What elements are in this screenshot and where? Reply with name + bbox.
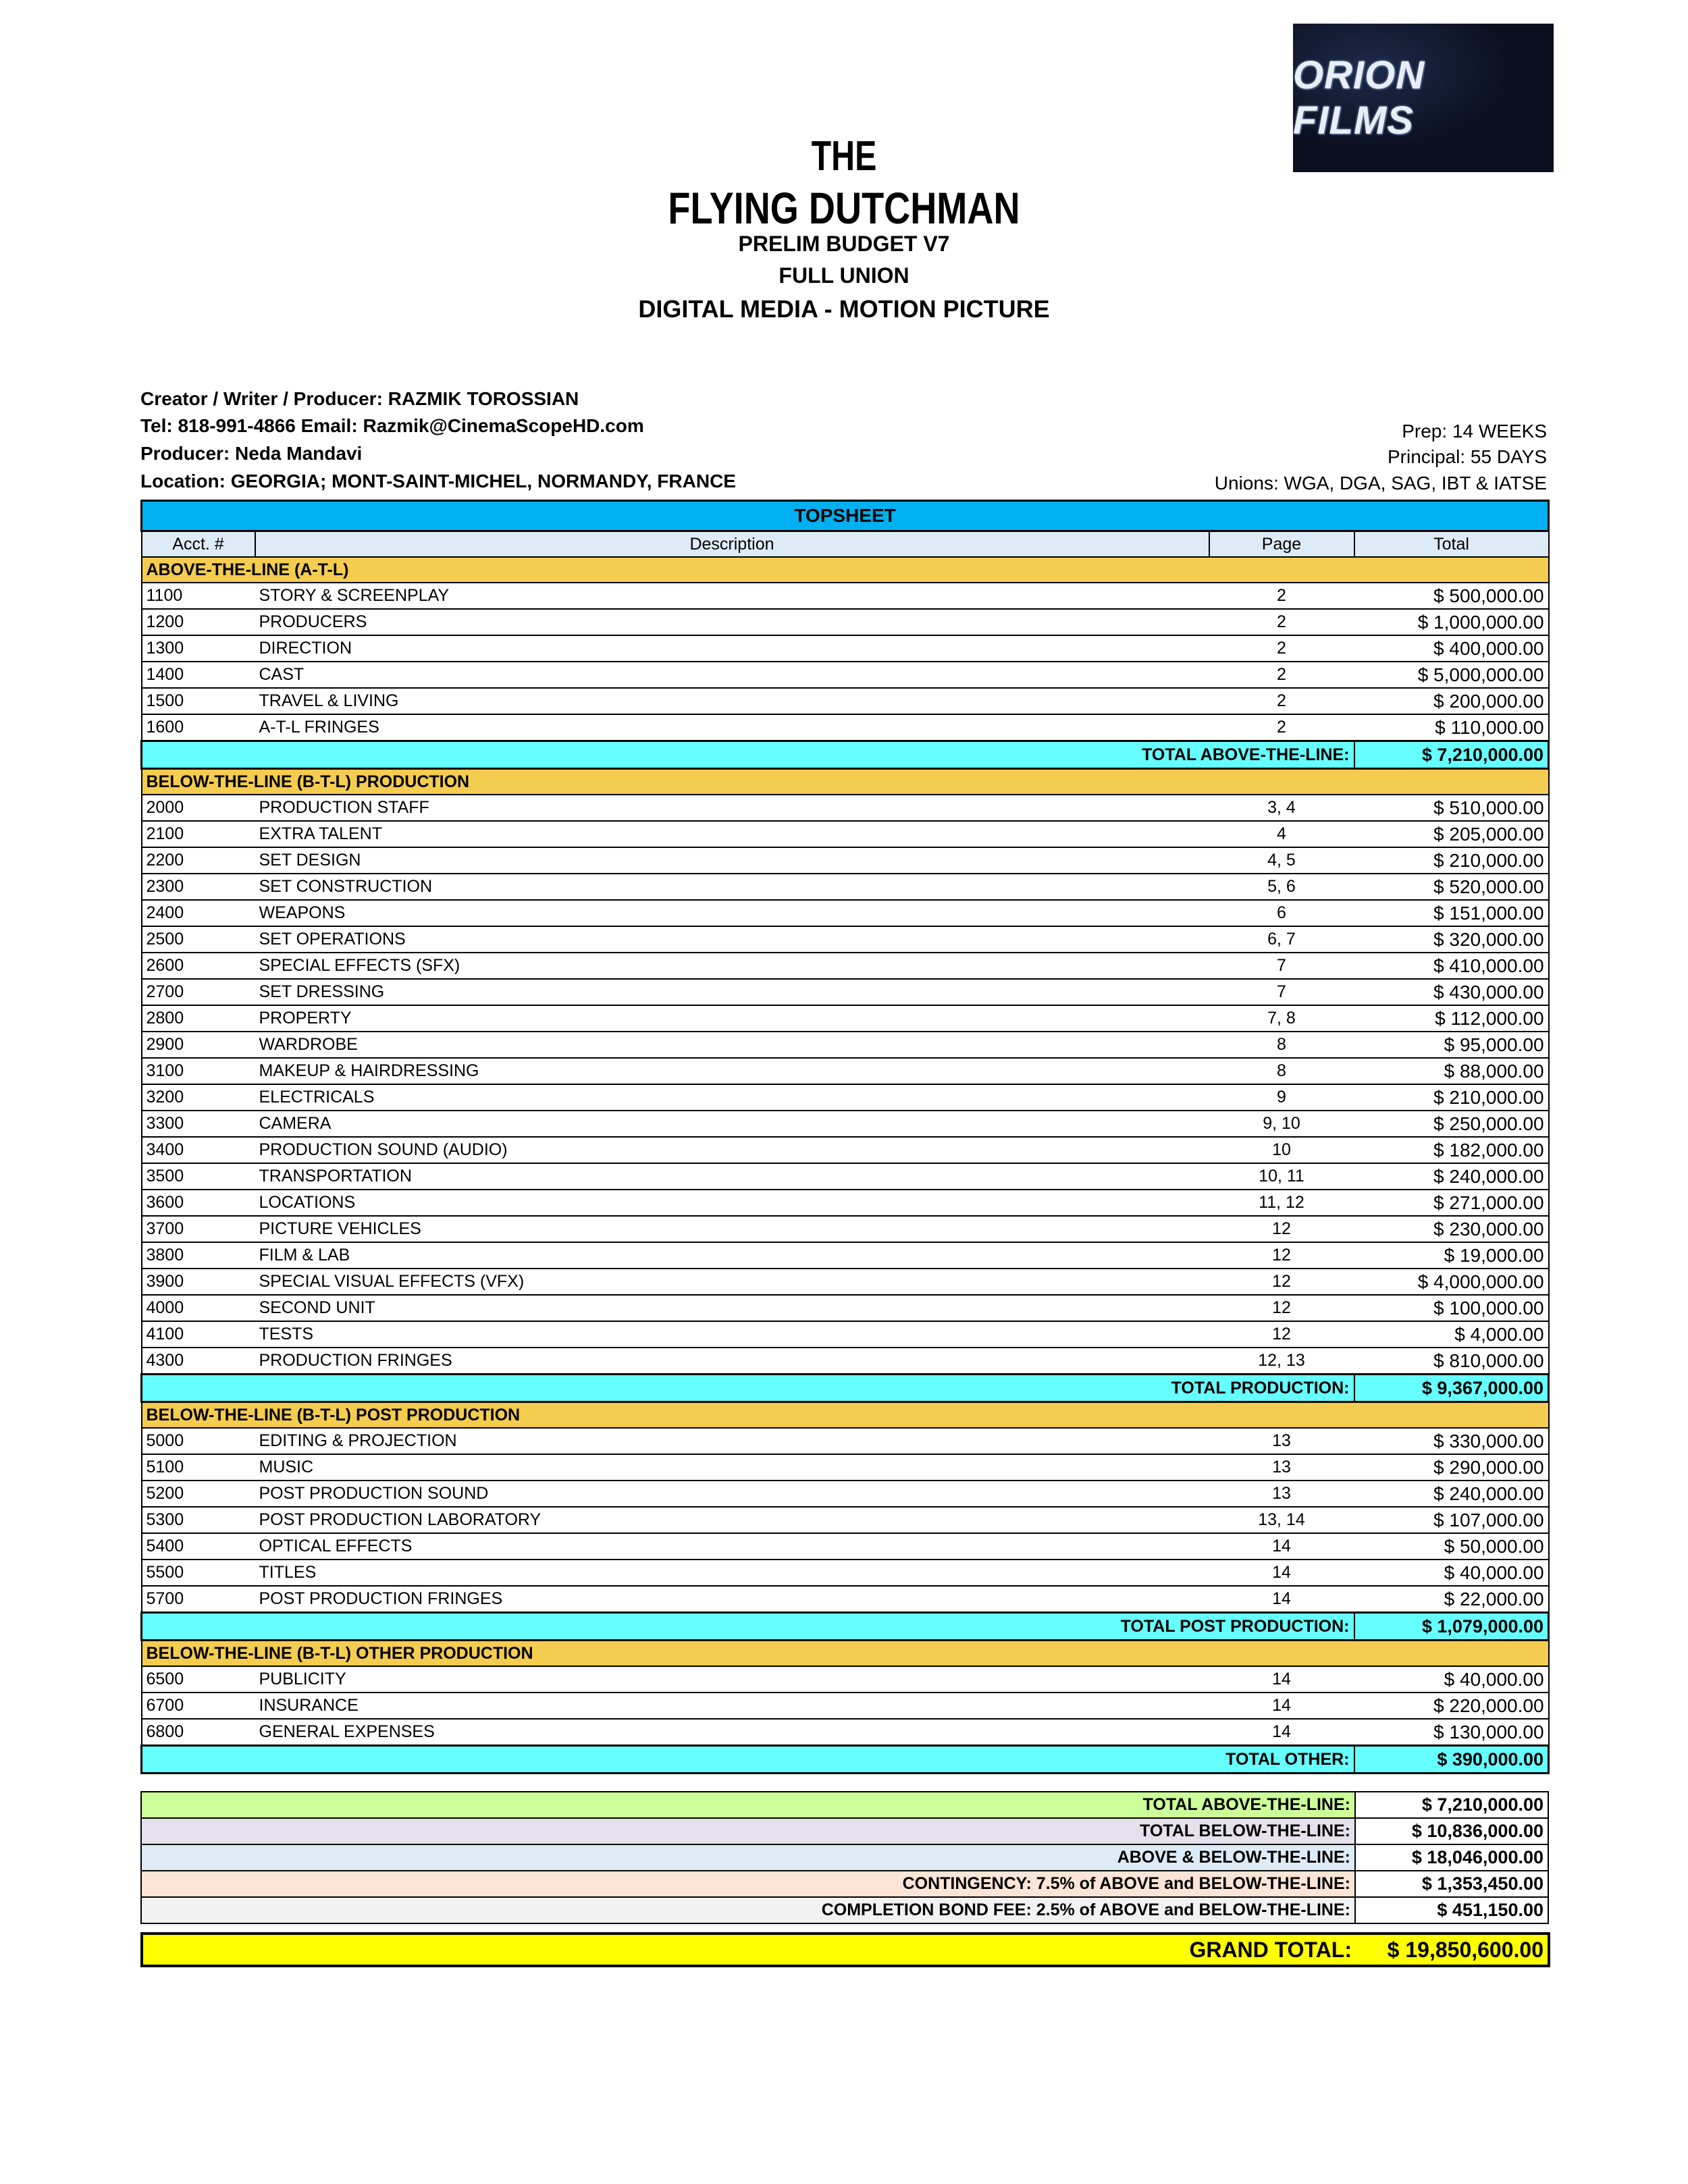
acct-cell: 4000	[142, 1295, 255, 1321]
column-header-row	[142, 531, 1549, 558]
desc-cell: PROPERTY	[255, 1005, 1209, 1032]
acct-cell: 3400	[142, 1137, 255, 1163]
page-cell: 12	[1209, 1242, 1354, 1269]
table-row	[142, 1190, 1549, 1216]
total-cell: $ 240,000.00	[1354, 1481, 1549, 1507]
summary-amount: $ 10,836,000.00	[1355, 1818, 1548, 1844]
subtotal-amount: $ 1,079,000.00	[1354, 1613, 1549, 1641]
prep-info: Prep: 14 WEEKS	[1402, 421, 1547, 442]
table-row	[142, 688, 1549, 714]
table-row	[142, 1586, 1549, 1613]
acct-cell: 2100	[142, 821, 255, 847]
section-subtotal-row	[142, 1746, 1549, 1774]
total-cell: $ 1,000,000.00	[1354, 609, 1549, 635]
page-cell: 6, 7	[1209, 926, 1354, 953]
creator-info: Creator / Writer / Producer: RAZMIK TOROSSIAN	[140, 388, 579, 409]
desc-cell: TITLES	[255, 1560, 1209, 1586]
acct-cell: 2900	[142, 1032, 255, 1058]
table-row	[142, 1693, 1549, 1719]
desc-cell: TESTS	[255, 1321, 1209, 1348]
desc-cell: WEAPONS	[255, 900, 1209, 926]
title-line2: FLYING DUTCHMAN	[668, 183, 1020, 233]
section-subtotal-row	[142, 741, 1549, 769]
page-cell: 2	[1209, 714, 1354, 741]
subtitle-budget: PRELIM BUDGET V7	[738, 232, 950, 256]
table-row	[142, 1137, 1549, 1163]
subtotal-amount: $ 390,000.00	[1354, 1746, 1549, 1774]
total-cell: $ 230,000.00	[1354, 1216, 1549, 1242]
desc-cell: ELECTRICALS	[255, 1084, 1209, 1111]
grand-total-row	[142, 1934, 1549, 1966]
subtitle-union: FULL UNION	[779, 263, 909, 288]
desc-cell: POST PRODUCTION FRINGES	[255, 1586, 1209, 1613]
page-cell: 2	[1209, 662, 1354, 688]
col-desc-header: Description	[255, 531, 1209, 558]
acct-cell: 2500	[142, 926, 255, 953]
acct-cell: 1100	[142, 583, 255, 609]
page-cell: 14	[1209, 1693, 1354, 1719]
summary-label: ABOVE & BELOW-THE-LINE:	[141, 1844, 1355, 1871]
table-row	[142, 900, 1549, 926]
total-cell: $ 271,000.00	[1354, 1190, 1549, 1216]
table-row	[142, 714, 1549, 741]
desc-cell: DIRECTION	[255, 635, 1209, 662]
table-row	[142, 1295, 1549, 1321]
total-cell: $ 330,000.00	[1354, 1428, 1549, 1454]
total-cell: $ 40,000.00	[1354, 1560, 1549, 1586]
page-cell: 10, 11	[1209, 1163, 1354, 1190]
desc-cell: LOCATIONS	[255, 1190, 1209, 1216]
total-cell: $ 200,000.00	[1354, 688, 1549, 714]
desc-cell: CAST	[255, 662, 1209, 688]
section-header-row	[142, 1641, 1549, 1667]
table-row	[142, 821, 1549, 847]
page-cell: 5, 6	[1209, 874, 1354, 900]
table-row	[142, 979, 1549, 1005]
summary-row	[141, 1897, 1548, 1923]
total-cell: $ 810,000.00	[1354, 1348, 1549, 1375]
section-subtotal-row	[142, 1613, 1549, 1641]
section-title: BELOW-THE-LINE (B-T-L) POST PRODUCTION	[142, 1402, 1549, 1429]
page-cell: 4, 5	[1209, 847, 1354, 874]
summary-label: COMPLETION BOND FEE: 2.5% of ABOVE and BELOW-THE-LINE:	[141, 1897, 1355, 1923]
title-line1: THE	[811, 133, 877, 180]
logo-text: ORION FILMS	[1293, 53, 1425, 142]
acct-cell: 3600	[142, 1190, 255, 1216]
acct-cell: 6800	[142, 1719, 255, 1746]
summary-amount: $ 1,353,450.00	[1355, 1871, 1548, 1897]
desc-cell: MAKEUP & HAIRDRESSING	[255, 1058, 1209, 1084]
total-cell: $ 510,000.00	[1354, 795, 1549, 821]
acct-cell: 2300	[142, 874, 255, 900]
desc-cell: MUSIC	[255, 1454, 1209, 1481]
acct-cell: 3300	[142, 1111, 255, 1137]
page-cell: 12	[1209, 1295, 1354, 1321]
subtotal-label: TOTAL ABOVE-THE-LINE:	[142, 741, 1354, 769]
table-row	[142, 1533, 1549, 1560]
acct-cell: 5000	[142, 1428, 255, 1454]
subtitle-media: DIGITAL MEDIA - MOTION PICTURE	[638, 295, 1050, 323]
page-cell: 3, 4	[1209, 795, 1354, 821]
total-cell: $ 50,000.00	[1354, 1533, 1549, 1560]
summary-amount: $ 7,210,000.00	[1355, 1792, 1548, 1818]
page-cell: 12	[1209, 1321, 1354, 1348]
acct-cell: 1500	[142, 688, 255, 714]
page-cell: 11, 12	[1209, 1190, 1354, 1216]
acct-cell: 3700	[142, 1216, 255, 1242]
desc-cell: TRAVEL & LIVING	[255, 688, 1209, 714]
table-row	[142, 953, 1549, 979]
total-cell: $ 19,000.00	[1354, 1242, 1549, 1269]
total-cell: $ 430,000.00	[1354, 979, 1549, 1005]
table-row	[142, 795, 1549, 821]
desc-cell: PICTURE VEHICLES	[255, 1216, 1209, 1242]
desc-cell: PRODUCERS	[255, 609, 1209, 635]
section-header-row	[142, 557, 1549, 583]
section-header-row	[142, 1402, 1549, 1429]
acct-cell: 6700	[142, 1693, 255, 1719]
desc-cell: GENERAL EXPENSES	[255, 1719, 1209, 1746]
page-cell: 12	[1209, 1269, 1354, 1295]
total-cell: $ 95,000.00	[1354, 1032, 1549, 1058]
acct-cell: 5400	[142, 1533, 255, 1560]
acct-cell: 3200	[142, 1084, 255, 1111]
desc-cell: PRODUCTION STAFF	[255, 795, 1209, 821]
page-cell: 8	[1209, 1058, 1354, 1084]
desc-cell: PRODUCTION SOUND (AUDIO)	[255, 1137, 1209, 1163]
topsheet-heading: TOPSHEET	[142, 501, 1549, 531]
table-row	[142, 1666, 1549, 1693]
summary-amount: $ 451,150.00	[1355, 1897, 1548, 1923]
page-cell: 2	[1209, 609, 1354, 635]
page-cell: 6	[1209, 900, 1354, 926]
page-cell: 4	[1209, 821, 1354, 847]
acct-cell: 5100	[142, 1454, 255, 1481]
desc-cell: WARDROBE	[255, 1032, 1209, 1058]
acct-cell: 2000	[142, 795, 255, 821]
total-cell: $ 88,000.00	[1354, 1058, 1549, 1084]
desc-cell: STORY & SCREENPLAY	[255, 583, 1209, 609]
grand-total-label: GRAND TOTAL:	[142, 1934, 1356, 1966]
total-cell: $ 400,000.00	[1354, 635, 1549, 662]
total-cell: $ 320,000.00	[1354, 926, 1549, 953]
table-row	[142, 874, 1549, 900]
acct-cell: 4300	[142, 1348, 255, 1375]
acct-cell: 2200	[142, 847, 255, 874]
subtotal-amount: $ 7,210,000.00	[1354, 741, 1549, 769]
summary-row	[141, 1792, 1548, 1818]
desc-cell: SET DESIGN	[255, 847, 1209, 874]
total-cell: $ 220,000.00	[1354, 1693, 1549, 1719]
page-cell: 9, 10	[1209, 1111, 1354, 1137]
summary-amount: $ 18,046,000.00	[1355, 1844, 1548, 1871]
desc-cell: EXTRA TALENT	[255, 821, 1209, 847]
desc-cell: OPTICAL EFFECTS	[255, 1533, 1209, 1560]
page-cell: 2	[1209, 635, 1354, 662]
topsheet-heading-row	[142, 501, 1549, 531]
subtotal-amount: $ 9,367,000.00	[1354, 1375, 1549, 1402]
producer-info: Producer: Neda Mandavi	[140, 443, 363, 464]
page-cell: 12	[1209, 1216, 1354, 1242]
acct-cell: 5300	[142, 1507, 255, 1533]
total-cell: $ 210,000.00	[1354, 847, 1549, 874]
col-total-header: Total	[1354, 531, 1549, 558]
summary-row	[141, 1818, 1548, 1844]
page-cell: 14	[1209, 1666, 1354, 1693]
page-cell: 13	[1209, 1454, 1354, 1481]
summary-label: CONTINGENCY: 7.5% of ABOVE and BELOW-THE-LINE:	[141, 1871, 1355, 1897]
acct-cell: 3500	[142, 1163, 255, 1190]
table-row	[142, 1348, 1549, 1375]
section-header-row	[142, 769, 1549, 795]
summary-label: TOTAL ABOVE-THE-LINE:	[141, 1792, 1355, 1818]
acct-cell: 4100	[142, 1321, 255, 1348]
acct-cell: 6500	[142, 1666, 255, 1693]
table-row	[142, 1428, 1549, 1454]
total-cell: $ 40,000.00	[1354, 1666, 1549, 1693]
principal-info: Principal: 55 DAYS	[1387, 446, 1547, 467]
total-cell: $ 112,000.00	[1354, 1005, 1549, 1032]
desc-cell: TRANSPORTATION	[255, 1163, 1209, 1190]
desc-cell: SECOND UNIT	[255, 1295, 1209, 1321]
desc-cell: POST PRODUCTION SOUND	[255, 1481, 1209, 1507]
subtotal-label: TOTAL POST PRODUCTION:	[142, 1613, 1354, 1641]
table-row	[142, 1719, 1549, 1746]
total-cell: $ 110,000.00	[1354, 714, 1549, 741]
page-cell: 7	[1209, 979, 1354, 1005]
total-cell: $ 4,000,000.00	[1354, 1269, 1549, 1295]
total-cell: $ 182,000.00	[1354, 1137, 1549, 1163]
acct-cell: 5200	[142, 1481, 255, 1507]
topsheet-table	[140, 500, 1548, 1774]
page-cell: 14	[1209, 1560, 1354, 1586]
total-cell: $ 520,000.00	[1354, 874, 1549, 900]
desc-cell: CAMERA	[255, 1111, 1209, 1137]
page-cell: 8	[1209, 1032, 1354, 1058]
acct-cell: 2600	[142, 953, 255, 979]
total-cell: $ 5,000,000.00	[1354, 662, 1549, 688]
table-row	[142, 1005, 1549, 1032]
total-cell: $ 250,000.00	[1354, 1111, 1549, 1137]
section-title: ABOVE-THE-LINE (A-T-L)	[142, 557, 1549, 583]
table-row	[142, 1242, 1549, 1269]
table-row	[142, 609, 1549, 635]
summary-label: TOTAL BELOW-THE-LINE:	[141, 1818, 1355, 1844]
unions-info: Unions: WGA, DGA, SAG, IBT & IATSE	[1214, 473, 1547, 494]
desc-cell: POST PRODUCTION LABORATORY	[255, 1507, 1209, 1533]
total-cell: $ 290,000.00	[1354, 1454, 1549, 1481]
desc-cell: SET DRESSING	[255, 979, 1209, 1005]
acct-cell: 1300	[142, 635, 255, 662]
desc-cell: SET CONSTRUCTION	[255, 874, 1209, 900]
table-row	[142, 1216, 1549, 1242]
acct-cell: 3900	[142, 1269, 255, 1295]
page-cell: 14	[1209, 1533, 1354, 1560]
table-row	[142, 1454, 1549, 1481]
subtotal-label: TOTAL OTHER:	[142, 1746, 1354, 1774]
page-cell: 13, 14	[1209, 1507, 1354, 1533]
acct-cell: 3800	[142, 1242, 255, 1269]
desc-cell: SPECIAL EFFECTS (SFX)	[255, 953, 1209, 979]
total-cell: $ 130,000.00	[1354, 1719, 1549, 1746]
col-acct-header: Acct. #	[142, 531, 255, 558]
table-row	[142, 1507, 1549, 1533]
table-row	[142, 1560, 1549, 1586]
desc-cell: SPECIAL VISUAL EFFECTS (VFX)	[255, 1269, 1209, 1295]
page-cell: 2	[1209, 583, 1354, 609]
grand-total-box	[140, 1932, 1548, 1967]
total-cell: $ 100,000.00	[1354, 1295, 1549, 1321]
total-cell: $ 151,000.00	[1354, 900, 1549, 926]
page-cell: 14	[1209, 1586, 1354, 1613]
table-row	[142, 847, 1549, 874]
grand-total-amount: $ 19,850,600.00	[1356, 1934, 1549, 1966]
location-info: Location: GEORGIA; MONT-SAINT-MICHEL, NORMANDY, FRANCE	[140, 471, 736, 491]
acct-cell: 1600	[142, 714, 255, 741]
table-row	[142, 662, 1549, 688]
desc-cell: FILM & LAB	[255, 1242, 1209, 1269]
acct-cell: 2800	[142, 1005, 255, 1032]
acct-cell: 1400	[142, 662, 255, 688]
total-cell: $ 210,000.00	[1354, 1084, 1549, 1111]
table-row	[142, 1032, 1549, 1058]
page-cell: 12, 13	[1209, 1348, 1354, 1375]
total-cell: $ 240,000.00	[1354, 1163, 1549, 1190]
total-cell: $ 410,000.00	[1354, 953, 1549, 979]
page-cell: 14	[1209, 1719, 1354, 1746]
summary-row	[141, 1844, 1548, 1871]
acct-cell: 5500	[142, 1560, 255, 1586]
acct-cell: 5700	[142, 1586, 255, 1613]
desc-cell: SET OPERATIONS	[255, 926, 1209, 953]
page-cell: 13	[1209, 1481, 1354, 1507]
table-row	[142, 1163, 1549, 1190]
table-row	[142, 1321, 1549, 1348]
total-cell: $ 107,000.00	[1354, 1507, 1549, 1533]
acct-cell: 2400	[142, 900, 255, 926]
acct-cell: 3100	[142, 1058, 255, 1084]
total-cell: $ 4,000.00	[1354, 1321, 1549, 1348]
table-row	[142, 1058, 1549, 1084]
acct-cell: 1200	[142, 609, 255, 635]
contact-info: Tel: 818-991-4866 Email: Razmik@CinemaScopeHD.com	[140, 415, 644, 436]
total-cell: $ 22,000.00	[1354, 1586, 1549, 1613]
table-row	[142, 1111, 1549, 1137]
page-cell: 7, 8	[1209, 1005, 1354, 1032]
page-cell: 2	[1209, 688, 1354, 714]
page-cell: 13	[1209, 1428, 1354, 1454]
acct-cell: 2700	[142, 979, 255, 1005]
page-cell: 10	[1209, 1137, 1354, 1163]
total-cell: $ 205,000.00	[1354, 821, 1549, 847]
table-row	[142, 1269, 1549, 1295]
table-row	[142, 1481, 1549, 1507]
table-row	[142, 583, 1549, 609]
desc-cell: PRODUCTION FRINGES	[255, 1348, 1209, 1375]
table-row	[142, 635, 1549, 662]
summary-row	[141, 1871, 1548, 1897]
col-page-header: Page	[1209, 531, 1354, 558]
table-row	[142, 926, 1549, 953]
desc-cell: PUBLICITY	[255, 1666, 1209, 1693]
summary-totals	[140, 1791, 1548, 1924]
section-title: BELOW-THE-LINE (B-T-L) OTHER PRODUCTION	[142, 1641, 1549, 1667]
desc-cell: EDITING & PROJECTION	[255, 1428, 1209, 1454]
desc-cell: A-T-L FRINGES	[255, 714, 1209, 741]
section-title: BELOW-THE-LINE (B-T-L) PRODUCTION	[142, 769, 1549, 795]
subtotal-label: TOTAL PRODUCTION:	[142, 1375, 1354, 1402]
page-cell: 7	[1209, 953, 1354, 979]
total-cell: $ 500,000.00	[1354, 583, 1549, 609]
desc-cell: INSURANCE	[255, 1693, 1209, 1719]
section-subtotal-row	[142, 1375, 1549, 1402]
table-row	[142, 1084, 1549, 1111]
page-cell: 9	[1209, 1084, 1354, 1111]
